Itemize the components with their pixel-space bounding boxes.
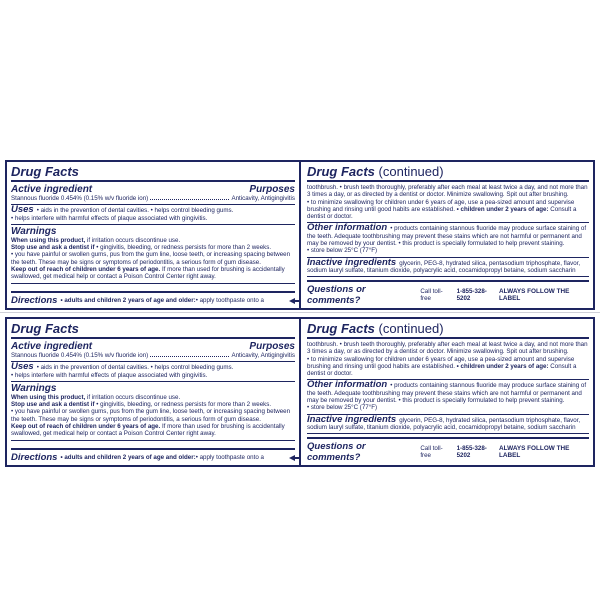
inactive-ingredients-heading: Inactive ingredients xyxy=(307,413,397,425)
drug-facts-right-column xyxy=(303,319,593,465)
stop-use-text: • gingivitis, bleeding, or redness persists for more than 2 weeks. xyxy=(94,244,272,252)
keep-out-label: Keep out of reach of children under 6 years of age. xyxy=(11,266,161,274)
when-using-text: if irritation occurs discontinue use. xyxy=(85,236,181,244)
drug-facts-continued-title: Drug Facts xyxy=(307,321,375,336)
other-information-text: • products containing stannous fluoride may produce surface staining of the teeth. Adequate toothbrushing may prevent these stains which are not harmful or permanent and may be removed by your dentist. • this product is specially formulated to help prevent staining. xyxy=(307,225,587,248)
warnings-section xyxy=(11,382,295,441)
uses-line-1: • aids in the prevention of dental cavities. • helps control bleeding gums. xyxy=(36,207,234,215)
directions-row xyxy=(11,291,295,306)
questions-heading: Questions or comments? xyxy=(307,284,366,306)
stop-use-text-2: • you have painful or swollen gums, pus from the gum line, loose teeth, or increasing spacing between the teeth. These may be signs or symptoms of periodontitis, a serious form of gum disease. xyxy=(11,251,291,266)
phone-number: 1-855-328-5202 xyxy=(456,287,487,302)
children-under-2-text: Consult a dentist or doctor. xyxy=(307,362,577,378)
storage-text: • store below 25°C (77°F) xyxy=(307,247,378,255)
leader-dots xyxy=(150,356,229,357)
other-information-section xyxy=(307,380,589,414)
keep-out-text: If more than used for brushing is accidentally swallowed, get medical help or contact a Poison Control Center right away. xyxy=(11,423,285,438)
drug-facts-title: Drug Facts xyxy=(11,321,295,339)
directions-row xyxy=(11,448,295,463)
directions-continued-section xyxy=(307,340,589,380)
arrow-left-icon xyxy=(289,298,295,304)
directions-heading: Directions xyxy=(11,295,58,306)
stop-use-label: Stop use and ask a dentist if xyxy=(11,401,95,409)
when-using-text: if irritation occurs discontinue use. xyxy=(85,393,181,401)
drug-facts-left-column xyxy=(7,162,301,308)
label-separator xyxy=(0,312,600,313)
active-ingredient-section xyxy=(11,340,295,362)
inactive-ingredients-heading: Inactive ingredients xyxy=(307,256,397,268)
keep-out-label: Keep out of reach of children under 6 years of age. xyxy=(11,423,161,431)
uses-heading: Uses xyxy=(11,361,34,373)
directions-continued-text-2: • to minimize swallowing for children under 6 years of age, use a pea-sized amount and supervise brushing and rinsing until good habits are established. xyxy=(307,198,575,213)
drug-facts-continued-title: Drug Facts xyxy=(307,164,375,179)
keep-out-text: If more than used for brushing is accidentally swallowed, get medical help or contact a Poison Control Center right away. xyxy=(11,266,285,281)
questions-row xyxy=(307,280,589,306)
other-information-text: • products containing stannous fluoride may produce surface staining of the teeth. Adequate toothbrushing may prevent these stains which are not harmful or permanent and may be removed by your dentist. • this product is specially formulated to help prevent staining. xyxy=(307,382,587,405)
children-under-2-label: • children under 2 years of age: xyxy=(454,205,549,213)
questions-heading: Questions or comments? xyxy=(307,441,366,463)
inactive-ingredients-text: glycerin, PEG-8, hydrated silica, pentasodium triphosphate, flavor, sodium lauryl sulfate, titanium dioxide, polyacrylic acid, cocamidopropyl betaine, sodium saccharin xyxy=(307,416,581,431)
directions-continued-text-1: toothbrush. • brush teeth thoroughly, preferably after each meal at least twice a day, and not more than 3 times a day, or as directed by a dentist or doctor. Minimize swallowing. Spit out after brushing. xyxy=(307,341,588,356)
active-ingredient-name: Stannous fluoride 0.454% (0.15% w/v fluoride ion) xyxy=(11,352,149,359)
active-ingredient-purpose: Anticavity, Antigingivitis xyxy=(231,195,295,202)
active-ingredient-name: Stannous fluoride 0.454% (0.15% w/v fluoride ion) xyxy=(11,195,149,202)
other-information-heading: Other information xyxy=(307,222,388,234)
directions-text-bold: • adults and children 2 years of age and older: xyxy=(60,296,196,304)
questions-row xyxy=(307,437,589,463)
uses-line-2: • helps interfere with harmful effects of plaque associated with gingivitis. xyxy=(11,371,208,379)
storage-text: • store below 25°C (77°F) xyxy=(307,404,378,412)
active-ingredient-section xyxy=(11,183,295,205)
drug-facts-right-column xyxy=(303,162,593,308)
uses-section xyxy=(11,362,295,382)
directions-continued-text-2: • to minimize swallowing for children under 6 years of age, use a pea-sized amount and supervise brushing and rinsing until good habits are established. xyxy=(307,355,575,370)
stop-use-label: Stop use and ask a dentist if xyxy=(11,244,95,252)
directions-continued-text-1: toothbrush. • brush teeth thoroughly, preferably after each meal at least twice a day, and not more than 3 times a day, or as directed by a dentist or doctor. Minimize swallowing. Spit out after brushing. xyxy=(307,184,588,199)
inactive-ingredients-section xyxy=(307,415,589,435)
directions-text: • apply toothpaste onto a xyxy=(195,296,264,304)
directions-text-bold: • adults and children 2 years of age and older: xyxy=(60,453,196,461)
inactive-ingredients-text: glycerin, PEG-8, hydrated silica, pentasodium triphosphate, flavor, sodium lauryl sulfate, titanium dioxide, polyacrylic acid, cocamidopropyl betaine, sodium saccharin xyxy=(307,259,581,274)
uses-section xyxy=(11,205,295,225)
when-using-label: When using this product, xyxy=(11,236,86,244)
when-using-label: When using this product, xyxy=(11,393,86,401)
purposes-heading: Purposes xyxy=(249,341,295,352)
warnings-heading: Warnings xyxy=(11,225,57,237)
active-ingredient-purpose: Anticavity, Antigingivitis xyxy=(231,352,295,359)
continued-label: (continued) xyxy=(378,164,444,179)
leader-dots xyxy=(150,199,229,200)
uses-line-2: • helps interfere with harmful effects of plaque associated with gingivitis. xyxy=(11,214,208,222)
questions-text: Call toll-free xyxy=(420,444,443,459)
other-information-heading: Other information xyxy=(307,379,388,391)
active-ingredient-heading: Active ingredient xyxy=(11,184,93,195)
drug-facts-title: Drug Facts xyxy=(11,164,295,182)
stop-use-text-2: • you have painful or swollen gums, pus from the gum line, loose teeth, or increasing spacing between the teeth. These may be signs or symptoms of periodontitis, a serious form of gum disease. xyxy=(11,408,291,423)
other-information-section xyxy=(307,223,589,257)
stop-use-text: • gingivitis, bleeding, or redness persists for more than 2 weeks. xyxy=(94,401,272,409)
directions-text: • apply toothpaste onto a xyxy=(195,453,264,461)
phone-number: 1-855-328-5202 xyxy=(456,444,487,459)
drug-facts-left-column xyxy=(7,319,301,465)
continued-label: (continued) xyxy=(378,321,444,336)
children-under-2-label: • children under 2 years of age: xyxy=(454,362,549,370)
directions-continued-section xyxy=(307,183,589,223)
drug-facts-label-bottom xyxy=(5,317,595,467)
arrow-left-icon xyxy=(289,455,295,461)
uses-heading: Uses xyxy=(11,204,34,216)
children-under-2-text: Consult a dentist or doctor. xyxy=(307,205,577,221)
always-follow-label: ALWAYS FOLLOW THE LABEL xyxy=(498,445,570,459)
directions-heading: Directions xyxy=(11,452,58,463)
inactive-ingredients-section xyxy=(307,258,589,278)
purposes-heading: Purposes xyxy=(249,184,295,195)
always-follow-label: ALWAYS FOLLOW THE LABEL xyxy=(498,288,570,302)
warnings-section xyxy=(11,225,295,284)
active-ingredient-heading: Active ingredient xyxy=(11,341,93,352)
questions-text: Call toll-free xyxy=(420,287,443,302)
uses-line-1: • aids in the prevention of dental cavities. • helps control bleeding gums. xyxy=(36,364,234,372)
warnings-heading: Warnings xyxy=(11,382,57,394)
drug-facts-label-top xyxy=(5,160,595,310)
